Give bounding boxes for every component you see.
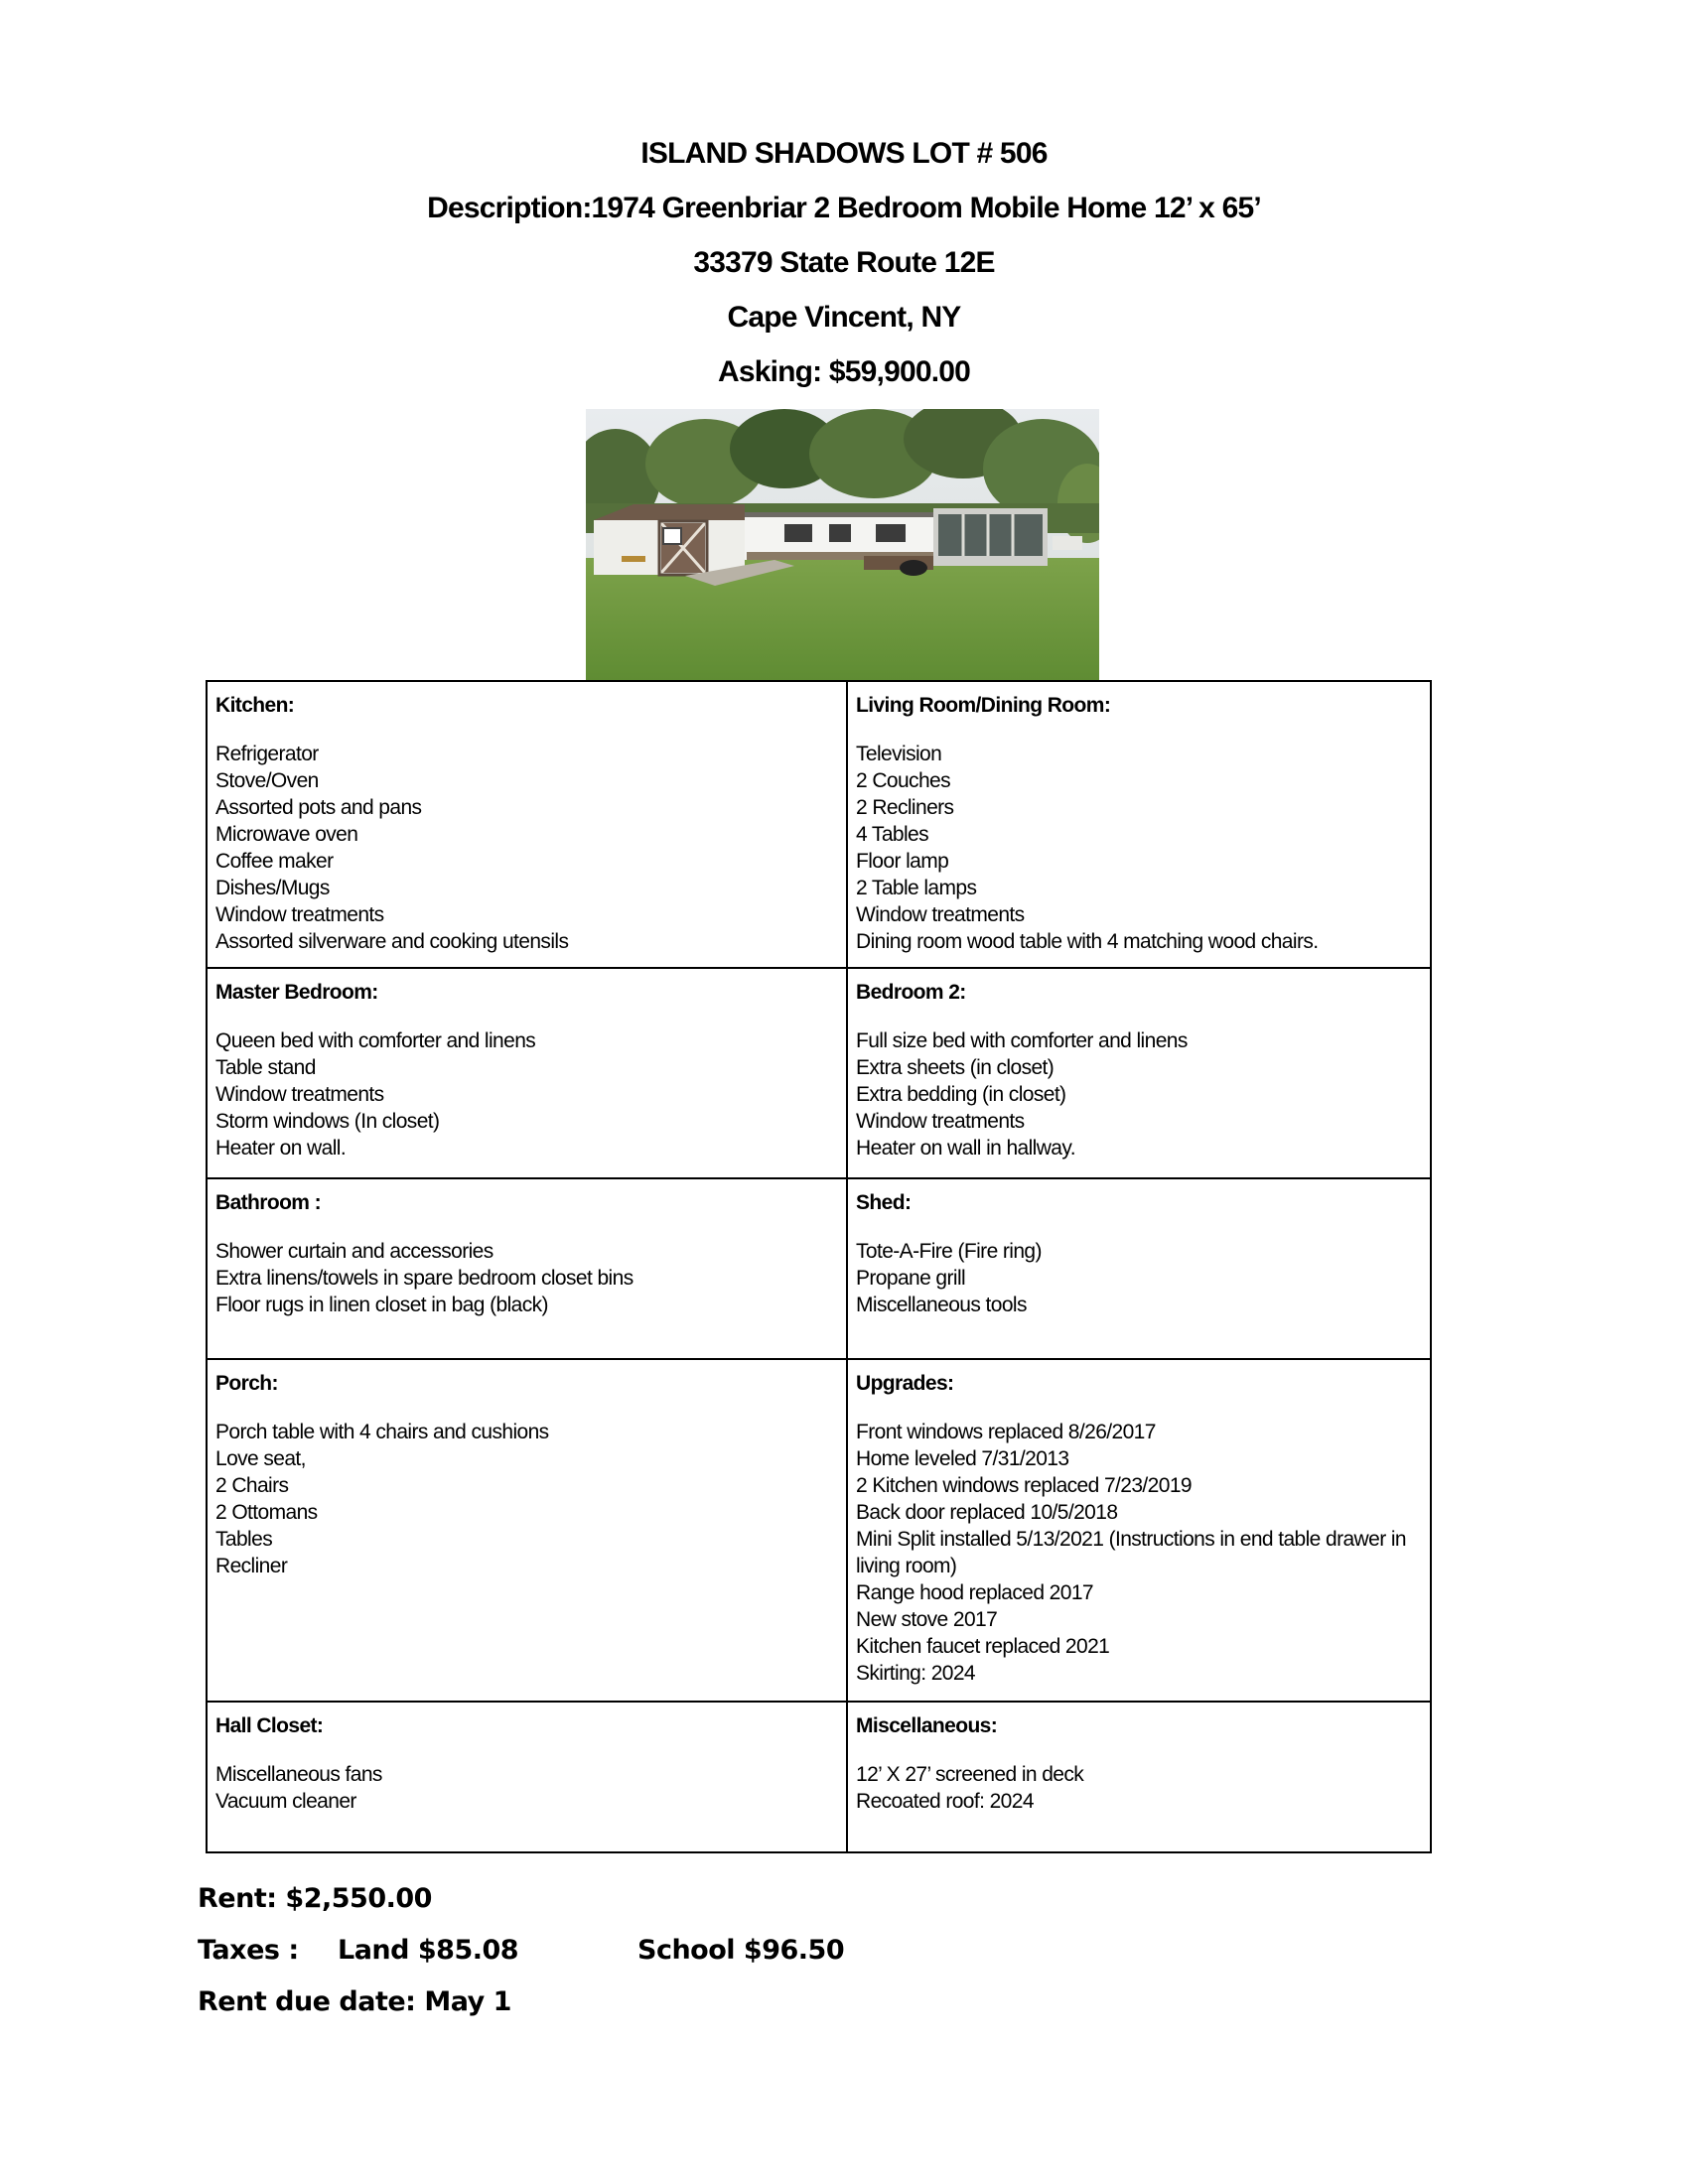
section-title: Master Bedroom: — [215, 981, 378, 1004]
inventory-item: Extra linens/towels in spare bedroom closet bins — [215, 1267, 633, 1290]
inventory-cell — [847, 1359, 1431, 1702]
inventory-item: 2 Kitchen windows replaced 7/23/2019 — [856, 1474, 1192, 1497]
inventory-cell — [847, 968, 1431, 1178]
section-title: Living Room/Dining Room: — [856, 694, 1111, 717]
inventory-item: Tote-A-Fire (Fire ring) — [856, 1240, 1042, 1263]
inventory-item: Porch table with 4 chairs and cushions — [215, 1421, 549, 1443]
section-title: Shed: — [856, 1191, 912, 1214]
inventory-item: Microwave oven — [215, 823, 358, 846]
inventory-item: 2 Couches — [856, 769, 950, 792]
inventory-item: Dishes/Mugs — [215, 877, 330, 899]
inventory-item: Shower curtain and accessories — [215, 1240, 493, 1263]
address-street: 33379 State Route 12E — [693, 246, 995, 279]
inventory-cell — [207, 681, 847, 968]
inventory-item: Extra bedding (in closet) — [856, 1083, 1066, 1106]
inventory-item: Window treatments — [856, 903, 1025, 926]
rent-due-date: Rent due date: May 1 — [198, 1986, 511, 2017]
inventory-table — [206, 680, 1432, 1853]
inventory-row — [207, 1178, 1431, 1359]
inventory-item: Full size bed with comforter and linens — [856, 1029, 1188, 1052]
inventory-item: Tables — [215, 1528, 273, 1551]
inventory-cell — [207, 1702, 847, 1852]
inventory-item: Home leveled 7/31/2013 — [856, 1447, 1069, 1470]
inventory-cell — [847, 1702, 1431, 1852]
listing-title: ISLAND SHADOWS LOT # 506 — [640, 137, 1048, 170]
inventory-item: Window treatments — [215, 903, 384, 926]
inventory-item: Back door replaced 10/5/2018 — [856, 1501, 1118, 1524]
inventory-item: Front windows replaced 8/26/2017 — [856, 1421, 1156, 1443]
inventory-item: Dining room wood table with 4 matching wood chairs. — [856, 930, 1319, 953]
inventory-cell — [847, 1178, 1431, 1359]
inventory-item: Window treatments — [215, 1083, 384, 1106]
section-title: Kitchen: — [215, 694, 295, 717]
inventory-cell — [207, 1178, 847, 1359]
inventory-item: Mini Split installed 5/13/2021 (Instructions in end table drawer in living room) — [856, 1528, 1406, 1577]
inventory-item: Recoated roof: 2024 — [856, 1790, 1034, 1813]
rent-amount: Rent: $2,550.00 — [198, 1883, 432, 1914]
inventory-item: Stove/Oven — [215, 769, 319, 792]
inventory-item: Skirting: 2024 — [856, 1662, 976, 1685]
inventory-item: Propane grill — [856, 1267, 966, 1290]
land-tax: Land $85.08 — [338, 1935, 519, 1966]
inventory-item: Assorted silverware and cooking utensils — [215, 930, 569, 953]
inventory-item: Floor lamp — [856, 850, 949, 873]
inventory-item: Window treatments — [856, 1110, 1025, 1133]
section-title: Upgrades: — [856, 1372, 954, 1395]
inventory-item: Table stand — [215, 1056, 316, 1079]
inventory-item: Miscellaneous fans — [215, 1763, 382, 1786]
inventory-item: Heater on wall. — [215, 1137, 347, 1160]
section-title: Porch: — [215, 1372, 278, 1395]
inventory-item: Range hood replaced 2017 — [856, 1581, 1093, 1604]
inventory-row — [207, 1359, 1431, 1702]
section-title: Miscellaneous: — [856, 1714, 998, 1737]
inventory-row — [207, 681, 1431, 968]
inventory-item: 2 Ottomans — [215, 1501, 318, 1524]
inventory-item: Kitchen faucet replaced 2021 — [856, 1635, 1110, 1658]
inventory-item: Coffee maker — [215, 850, 334, 873]
inventory-item: Storm windows (In closet) — [215, 1110, 440, 1133]
inventory-item: Television — [856, 743, 942, 765]
inventory-item: Recliner — [215, 1555, 288, 1577]
inventory-item: Love seat, — [215, 1447, 306, 1470]
inventory-cell — [207, 968, 847, 1178]
inventory-item: 2 Table lamps — [856, 877, 977, 899]
school-tax: School $96.50 — [637, 1935, 845, 1966]
inventory-item: Extra sheets (in closet) — [856, 1056, 1055, 1079]
inventory-cell — [847, 681, 1431, 968]
asking-price: Asking: $59,900.00 — [717, 355, 971, 388]
listing-description: Description:1974 Greenbriar 2 Bedroom Mobile Home 12’ x 65’ — [427, 192, 1261, 224]
inventory-item: Vacuum cleaner — [215, 1790, 356, 1813]
section-title: Hall Closet: — [215, 1714, 324, 1737]
inventory-item: 4 Tables — [856, 823, 929, 846]
taxes-label: Taxes : — [198, 1935, 299, 1966]
inventory-item: Assorted pots and pans — [215, 796, 422, 819]
inventory-item: Queen bed with comforter and linens — [215, 1029, 536, 1052]
inventory-row — [207, 1702, 1431, 1852]
inventory-item: Miscellaneous tools — [856, 1294, 1027, 1316]
inventory-item: Heater on wall in hallway. — [856, 1137, 1075, 1160]
inventory-item: 2 Recliners — [856, 796, 954, 819]
inventory-cell — [207, 1359, 847, 1702]
property-photo — [586, 409, 1099, 680]
inventory-item: 2 Chairs — [215, 1474, 289, 1497]
address-city: Cape Vincent, NY — [727, 301, 961, 334]
section-title: Bedroom 2: — [856, 981, 966, 1004]
inventory-item: Floor rugs in linen closet in bag (black) — [215, 1294, 548, 1316]
inventory-row — [207, 968, 1431, 1178]
inventory-item: New stove 2017 — [856, 1608, 998, 1631]
inventory-item: Refrigerator — [215, 743, 319, 765]
inventory-item: 12’ X 27’ screened in deck — [856, 1763, 1084, 1786]
section-title: Bathroom : — [215, 1191, 321, 1214]
